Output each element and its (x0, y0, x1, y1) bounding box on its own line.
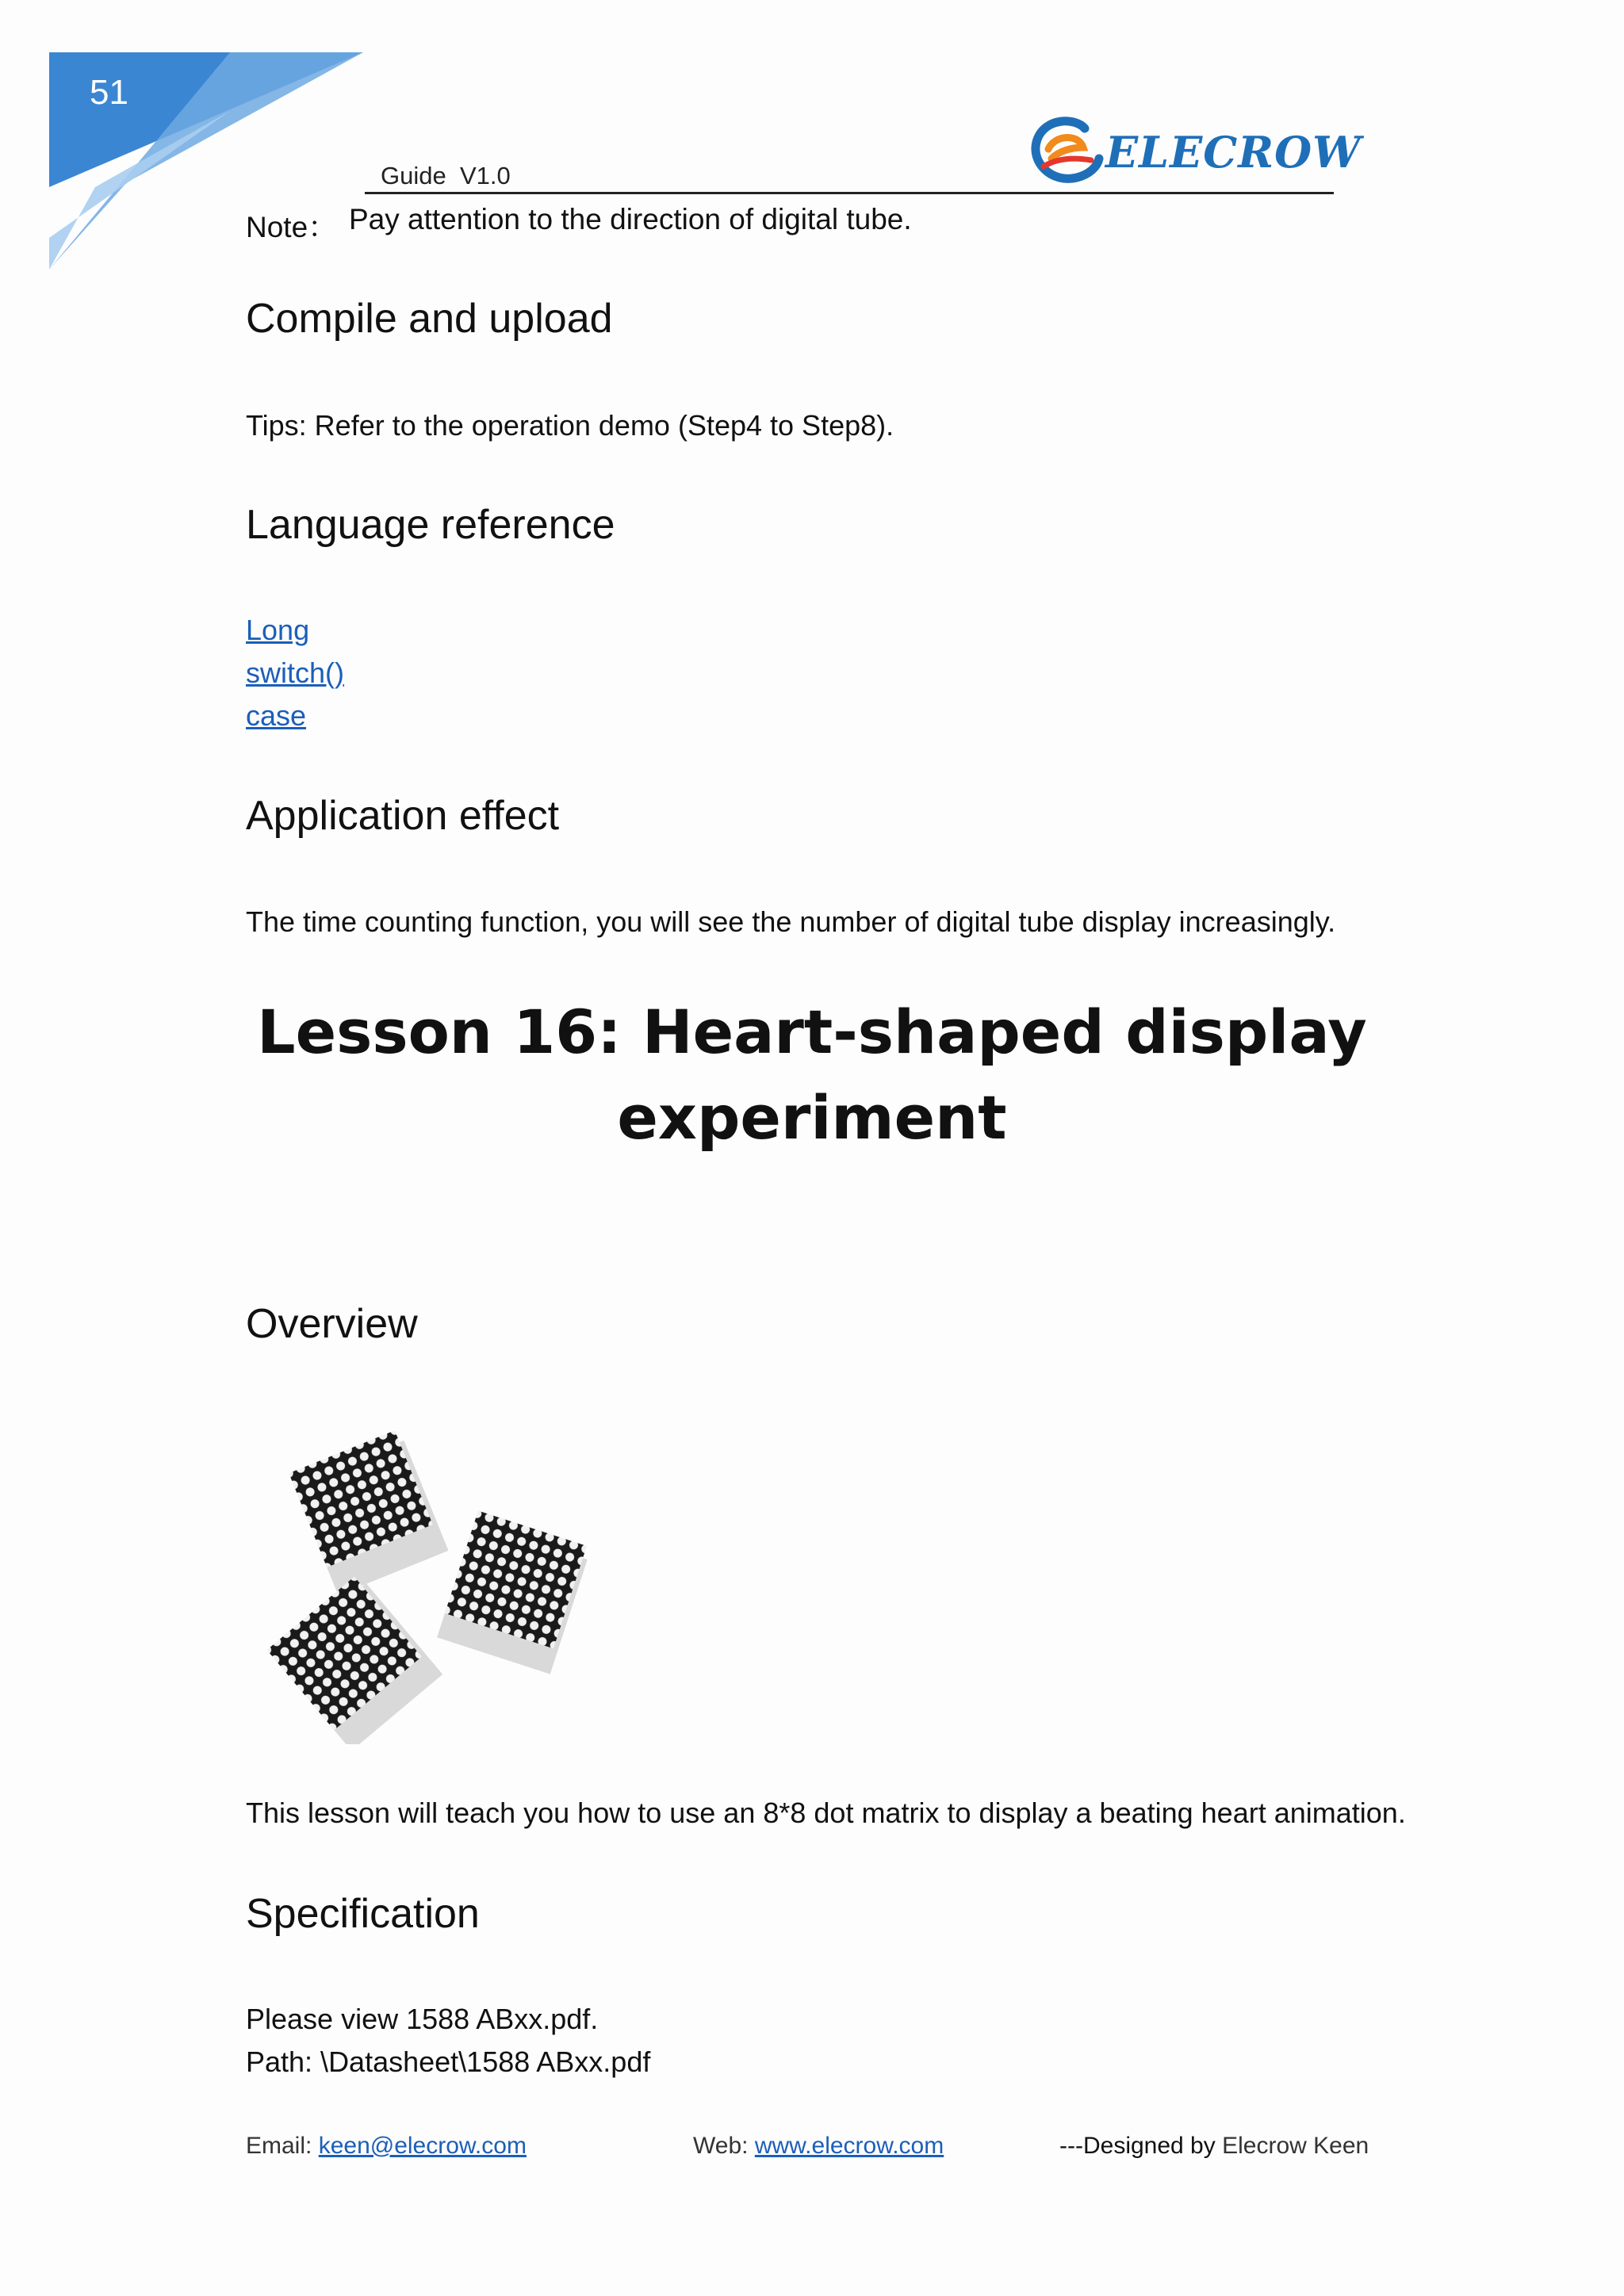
header-divider (365, 192, 1334, 194)
link-case[interactable]: case (246, 699, 307, 732)
footer-web-link[interactable]: www.elecrow.com (754, 2133, 944, 2159)
guide-version-label: Guide V1.0 (381, 162, 511, 189)
elecrow-logo-icon (1028, 111, 1104, 190)
application-effect-text: The time counting function, you will see the number of digital tube display increasingly. (246, 905, 1336, 938)
page-number: 51 (90, 73, 128, 112)
lesson-title-line1: Lesson 16: Heart-shaped display (257, 997, 1367, 1067)
lesson-title (0, 989, 1624, 1161)
overview-heading: Overview (246, 1301, 418, 1347)
footer-designed-prefix: ---Designed by (1059, 2133, 1216, 2159)
language-reference-heading: Language reference (246, 502, 615, 548)
footer-email-link[interactable]: keen@elecrow.com (318, 2133, 527, 2159)
note-label: Note： (246, 211, 338, 243)
application-effect-heading: Application effect (246, 793, 560, 839)
spec-line-1: Please view 1588 ABxx.pdf. (246, 2003, 599, 2035)
elecrow-logo (1028, 111, 1362, 190)
lesson-title-line2: experiment (617, 1082, 1007, 1153)
compile-tip-text: Tips: Refer to the operation demo (Step4 to Step8). (246, 409, 894, 442)
note-text: Pay attention to the direction of digital tube. (349, 203, 912, 235)
link-switch[interactable]: switch() (246, 656, 344, 689)
footer-designed-by (1059, 2133, 1369, 2160)
compile-upload-heading: Compile and upload (246, 296, 613, 342)
footer-designed-name: Elecrow Keen (1222, 2133, 1369, 2159)
elecrow-logo-text: ELECROW (1105, 127, 1362, 178)
footer-email-label: Email: (246, 2133, 312, 2159)
spec-line-2: Path: \Datasheet\1588 ABxx.pdf (246, 2045, 651, 2078)
specification-heading: Specification (246, 1891, 480, 1937)
link-long[interactable]: Long (246, 614, 310, 646)
footer-email (246, 2133, 527, 2160)
overview-text: This lesson will teach you how to use an 8*8 dot matrix to display a beating heart animation. (246, 1797, 1406, 1829)
led-dot-matrix-modules-photo (244, 1403, 606, 1744)
footer-web (693, 2133, 944, 2160)
footer-web-label: Web: (693, 2133, 749, 2159)
